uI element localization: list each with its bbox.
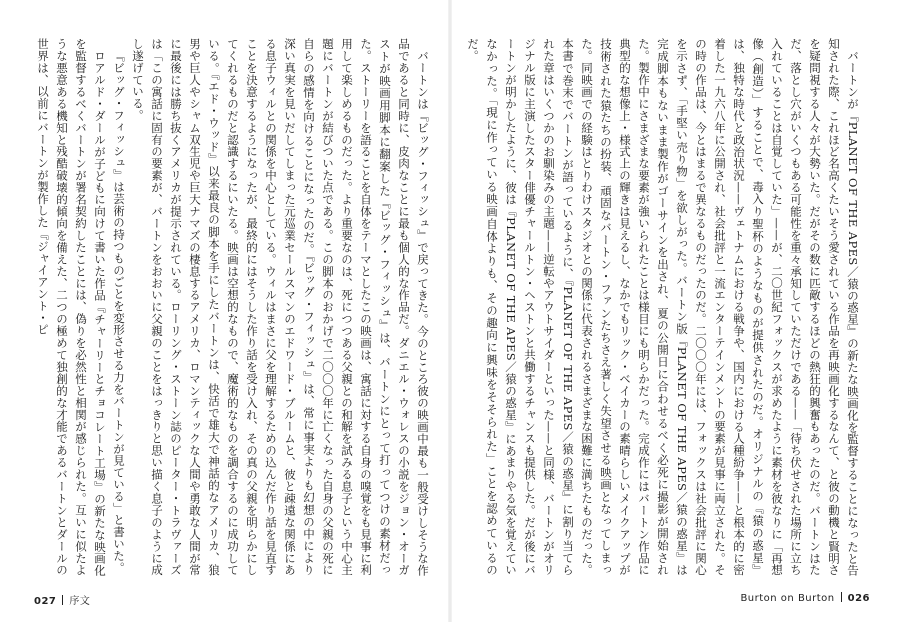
body-paragraph: 『ビッグ・フィッシュ』は芸術の持つものごとを変形させる力をバートンが見ている」と書いた。 xyxy=(112,49,126,574)
folio-divider xyxy=(62,595,63,605)
body-paragraph: バートンが『PLANET OF THE APES／猿の惑星』の新たな映画化を監督することになったと告知された際、これほど名高くたいそう愛されている作品を再映画化するなんて、と彼の動機と賢明さを疑問視する人々が大勢いた。だがその数に匹敵するほどの熱狂的興奮もあったのだ。バートンはただ、落とし穴がいくつもある可能性を重々承知していただけである——「待ち伏せされた場所に立ち入れていることは自覚していた」——が、二〇世紀フォックスが求めたように素材を彼なりに「再想像（創造）」することで、毒入り聖杯のようなものが提供されたのだ。オリジナルの『猿の惑星』は、独特な時代と政治状況——ヴェトナムにおける戦争や、国内における人種紛争——と根本的に密着した一九六八年に公開され、社会批評と一流エンターテインメントの要素が見事に両立された。その時の作品は、今とはまるで異なるものだったのだ。二〇〇〇年には、フォックスは社会批評に関心を示さず、「手堅い売り物」を欲しがった。バートン版『PLANET OF THE APES／猿の惑星』は完成脚本もないまま製作がゴーサインを出され、夏の公開日に合わせるべく必死に撮影が開始された。製作中にさまざまな要素が強いられたことは様目にも明らかだった。完成作にはバートン作品に典型的な想像上・様式上の輝きは見えるし、なかでもリック・ベイカーの素晴らしいメイクアップが技術された猿たちの扮装、頑固なバートン・ファンたちさえ著しく失望させる映画となってしまった。同映画での経験はとりわけスタジオとの関係に代表されるさまざまな困難に満ちたものだった。本書で巻末でバートンが語っているように、『PLANET OF THE APES／猿の惑星』に割り当てられた章はいくつかのお馴染みの主題——逆転やアウトサイダーといった——と同様、バートンがオリジナル版に主演したスター俳優チャールトン・ヘストンと共働するチャンスも提供した。だが後にバートンが明かしたように、彼は『PLANET OF THE APES／猿の惑星』にあまりやる気を覚えていなかった。「現に作っている映画自体よりも、その趣向に興味をそそられた」ことを認めているのだ。 xyxy=(466,38,860,576)
left-folio xyxy=(34,592,90,607)
right-page-body xyxy=(466,38,862,576)
page-number: 027 xyxy=(34,596,57,607)
running-title: Burton on Burton xyxy=(740,593,835,604)
right-folio xyxy=(740,592,870,604)
page-gutter xyxy=(448,0,452,622)
body-paragraph: ロアルド・ダールが子どもに向けて書いた作品『チャーリーとチョコレート工場』の新たな映画化を監督するべくバートンが署名契約したことには、偽りを必然性と相関が感じられた。互いに似たような悪意ある機知と残酷破壊的傾向を備えた、二つの極めて独創的な才能であるバートンとダールの世界は、以前にバートンが製作した『ジャイアント・ピ xyxy=(36,38,107,576)
page-number: 026 xyxy=(847,593,870,604)
folio-divider xyxy=(841,592,842,602)
running-title: 序文 xyxy=(69,596,91,607)
left-page-body xyxy=(36,38,432,576)
body-paragraph: バートンは『ビッグ・フィッシュ』で戻ってきた。今のところ彼の映画中最も一般受けしそうな作品であると同時に、皮肉なことに最も個人的な作品だ。ダニエル・ウォレスの小説をジョン・オーガストが映画用脚本に翻案した『ビッグ・フィッシュ』は、バートンにとって打ってつけの素材だった。ストーリーを語ることを自体をテーマとしたこの映画は、寓話に対する自身の嗅覚をも見事に利用して楽しめるものだった。より重要なのは、死につつある父親との和解を試みる息子という中心主題にバートンが結びついた点である。この脚本のおかげで二〇〇〇年に亡くなった自身の父親の死に自らの感情を向けることになったのだ。『ビッグ・フィッシュ』は、常に事実よりも幻想の中により深い真実を見いだしてしまった元巡業セールスマンのエドワード・ブルームと、彼と疎遠な関係にある息子ウィルとの関係を中心としている。ウィルはまさに父を理解するための込んだ作り話を見直すことを決意するようになったが、最終的にはそうした作り話を受け入れ、その真の父親を明らかにしてくれるものだと認識するにいたる。映画は空想的なもので、魔術的なものを調合するのに成功している。『エド・ウッド』以来最良の脚本を手にしたバートンは、快活で雄大で神話的なアメリカ、狼男や巨人やシャム双生児や巨大ナマズの棲息するアメリカ、ロマンティックな人間や勇敢な人間が常に最後には勝ち抜くアメリカが提示されている。ローリング・ストーン誌のピーター・トラヴァーズは「この寓話に固有の要素が、バートンをおおいに父親のことをはっきりと思い描く息子のように成し遂げている。 xyxy=(131,38,430,576)
